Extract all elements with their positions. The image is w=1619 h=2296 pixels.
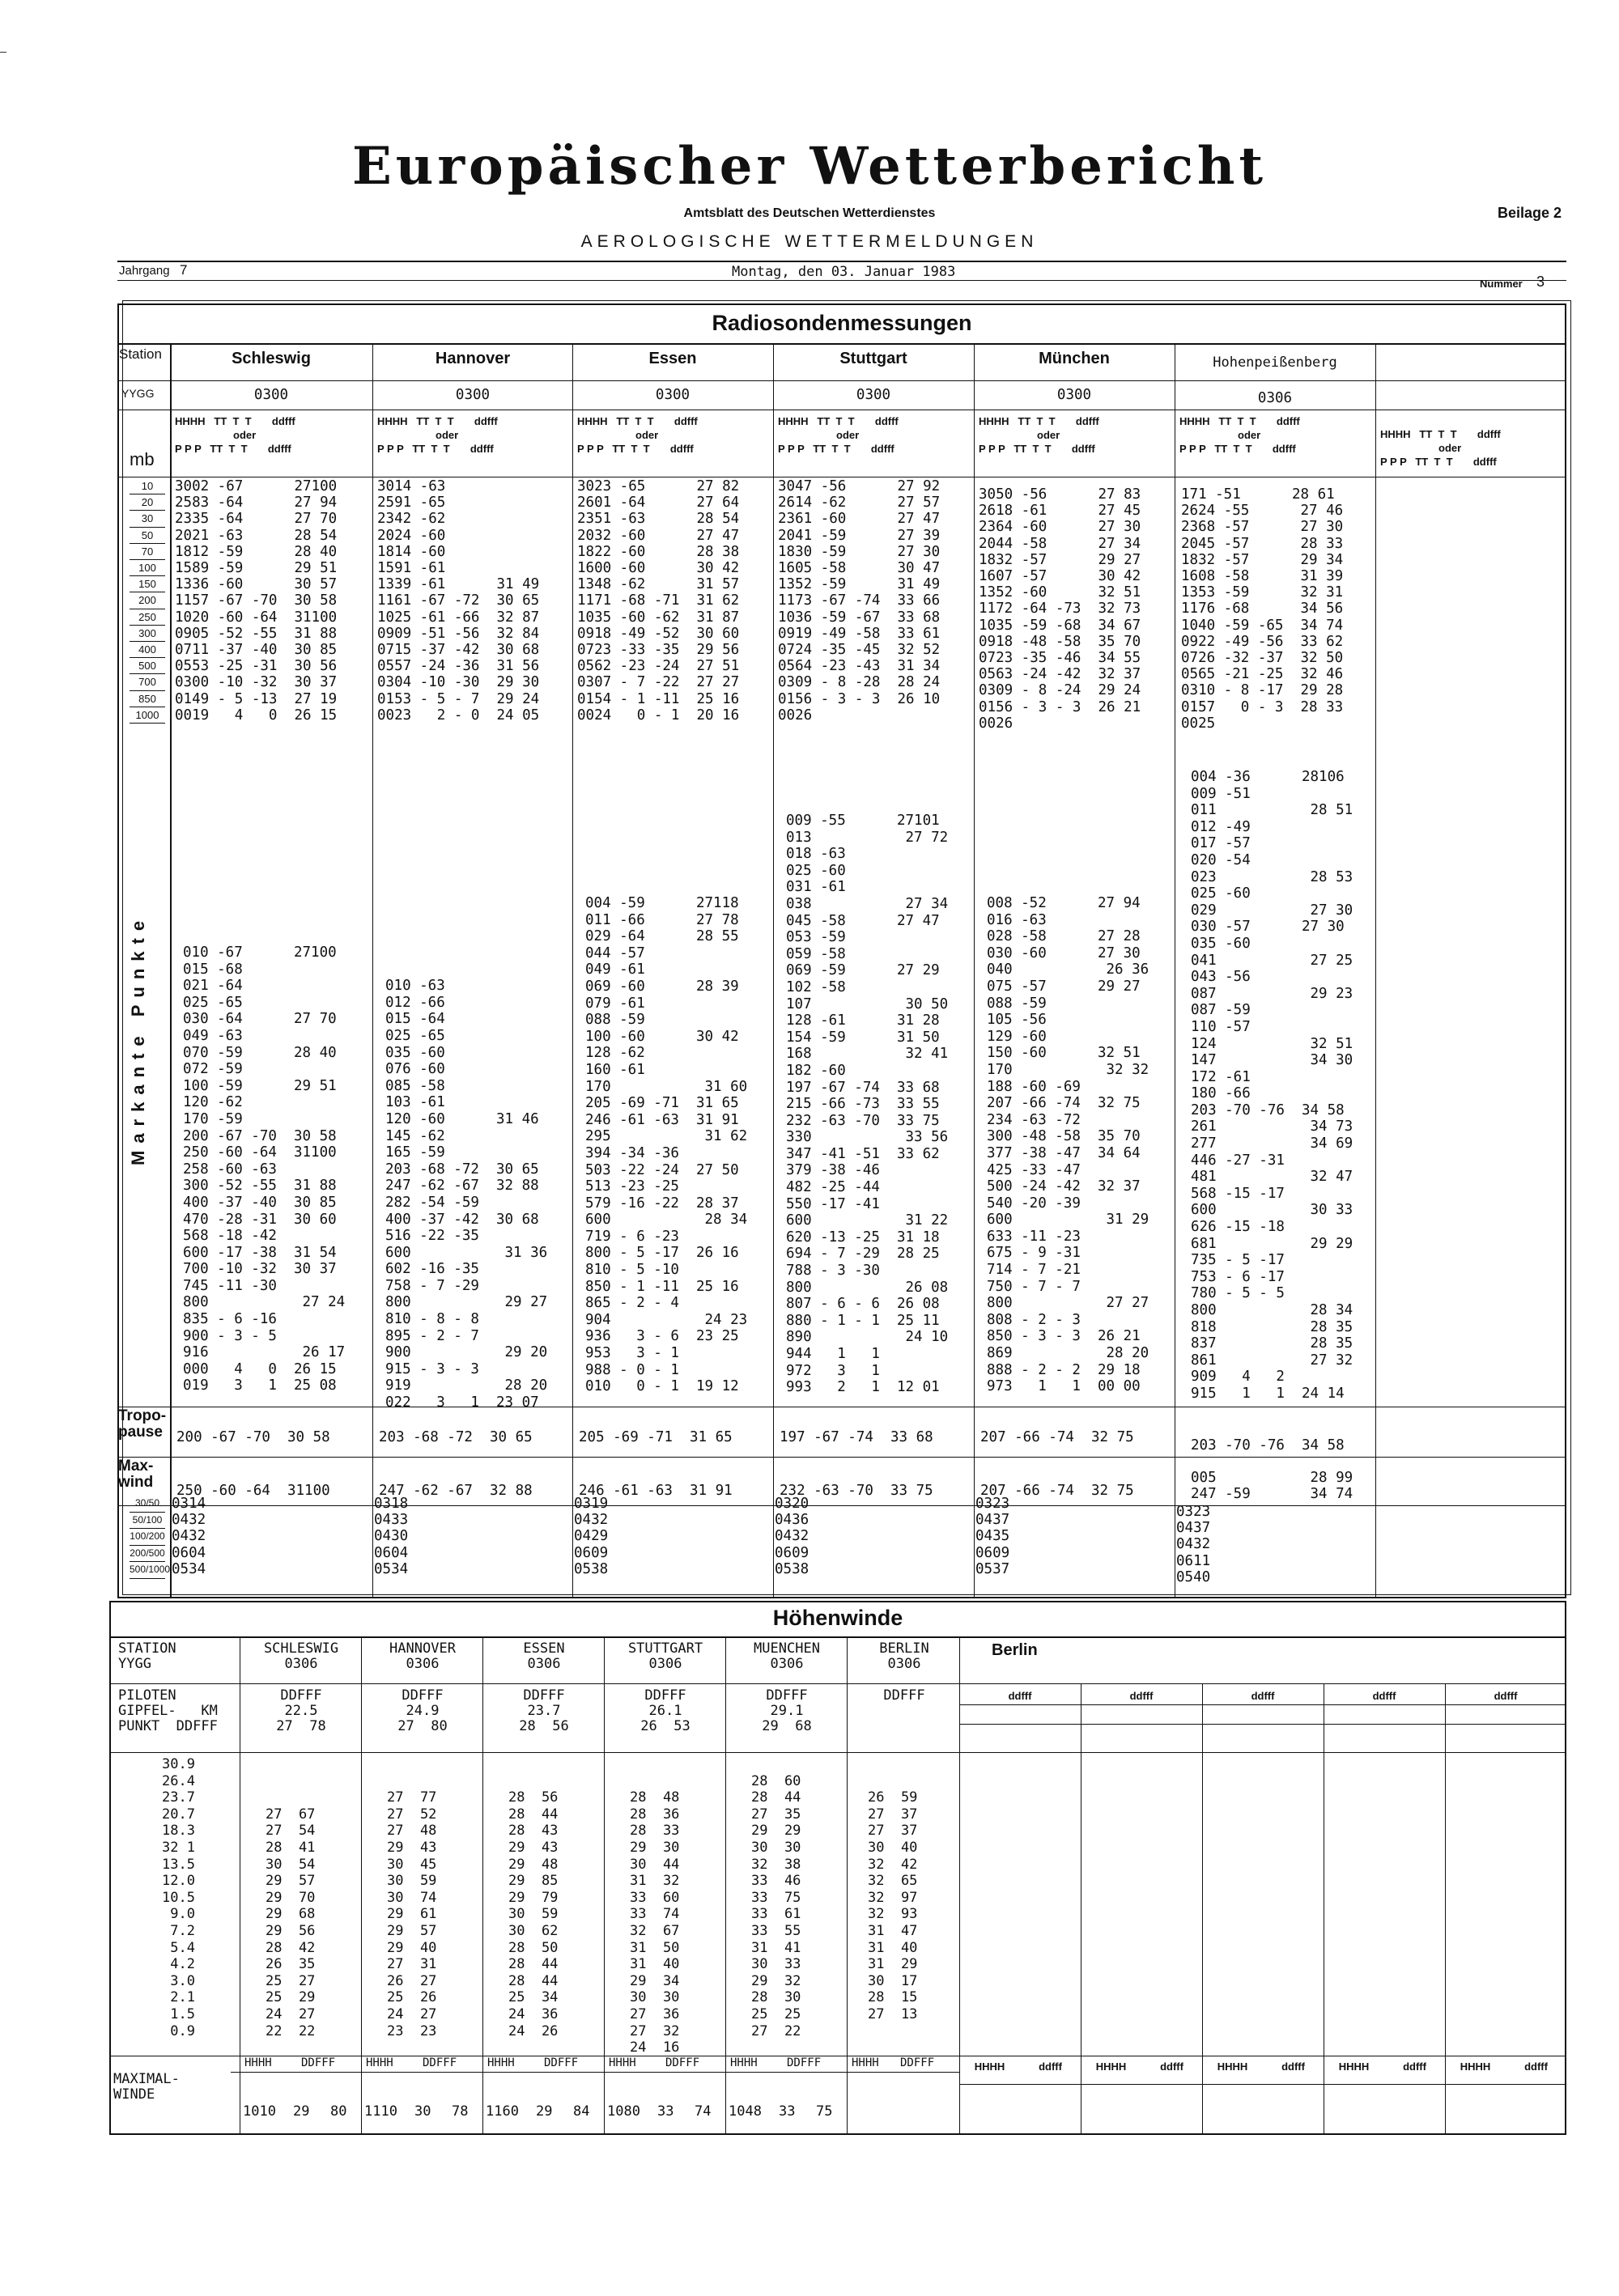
page-title: Europäischer Wetterbericht xyxy=(352,136,1267,197)
station-yygg: 0306 xyxy=(1257,390,1293,406)
vsep-2 xyxy=(572,343,573,1598)
hw-ddfff-lbl: ddfff xyxy=(1160,2060,1183,2073)
hw-hhhh: HHHH xyxy=(1095,2060,1127,2073)
hw-hhhh: HHHH xyxy=(244,2056,272,2069)
hw-winds: 28 56 28 44 28 43 29 43 29 48 29 85 29 79 30 59 30 62 28 50 28 44 28 44 25 34 24 36 24 26 xyxy=(508,1789,559,2039)
hw-ddfff-lbl: DDFFF xyxy=(301,2056,336,2069)
thick-level: 30/50 xyxy=(130,1496,165,1513)
hw-dd: 26 53 xyxy=(640,1718,691,1734)
hoehenwinde-frame xyxy=(109,1601,1566,2135)
col-header-oder: oder xyxy=(635,429,659,441)
col-header xyxy=(1179,414,1300,456)
hw-hhhh: HHHH xyxy=(1460,2060,1491,2073)
hw-winds: 28 60 28 44 27 35 29 29 30 30 32 38 33 46 33 75 33 61 33 55 31 41 30 33 29 32 28 30 25 25 27 22 xyxy=(751,1772,801,2039)
col-header-oder: oder xyxy=(233,429,257,441)
markante-punkte-label: Markante Punkte xyxy=(128,913,148,1165)
main-levels-data: 3050 -56 27 83 2618 -61 27 45 2364 -60 27 30 2044 -58 27 34 1832 -57 29 27 1607 -57 30 42 1352 -60 32 51 1172 -64 -73 32 73 1035 -59 -68 34 67 0918 -48 -58 35 70 0723 -35 -46 34 55 0563 -24 -42 32 37 0309 - 8 -24 29 24 0156 - 3 - 3 26 21 0026 xyxy=(979,486,1141,732)
hw-maxw-extra-headers xyxy=(959,2060,1566,2078)
hw-hhhh: HHHH xyxy=(730,2056,758,2069)
hw-station-yygg: 0306 xyxy=(284,1656,318,1672)
rule-r2 xyxy=(117,380,1566,381)
thickness-data: 0314 0432 0432 0604 0534 xyxy=(172,1496,206,1577)
hw-dd: 27 80 xyxy=(397,1718,448,1734)
station-name: Essen xyxy=(648,350,697,367)
hw-hhhh: HHHH xyxy=(609,2056,636,2069)
hw-ddfff-lbl: DDFFF xyxy=(787,2056,822,2069)
station-name: Stuttgart xyxy=(839,350,907,367)
main-levels-data: 3014 -63 2591 -65 2342 -62 2024 -60 1814 -60 1591 -61 1339 -61 31 49 1161 -67 -72 30 65 1025 -61 -66 32 87 0909 -51 -56 32 84 0715 -37 -42 30 68 0557 -24 -36 31 56 0304 -10 -30 29 30 0153 - 5 - 7 29 24 0023 2 - 0 24 05 xyxy=(377,478,540,724)
station-name: Hannover xyxy=(435,350,511,367)
mb-level: 850 xyxy=(130,691,165,707)
hw-ddfff-lbl: ddfff xyxy=(1281,2060,1305,2073)
hw-ddfff: DDFFF xyxy=(523,1687,565,1704)
hw-station-name: STUTTGART xyxy=(627,1640,703,1657)
hw-ddfff-lbl: DDFFF xyxy=(423,2056,457,2069)
hw-maxw-values xyxy=(240,2104,959,2128)
col-header-top: HHHH TT T T ddfff xyxy=(1179,415,1300,427)
hw-km: 26.1 xyxy=(648,1703,682,1719)
maxwind-data: 207 -66 -74 32 75 xyxy=(980,1483,1134,1499)
yygg-label: YYGG xyxy=(121,387,155,400)
vsep-label xyxy=(170,343,172,1598)
tropopause-label: Tropo-pause xyxy=(118,1407,167,1441)
tropopause-data: 203 -68 -72 30 65 xyxy=(379,1429,533,1445)
station-name: Hohenpeißenberg xyxy=(1213,354,1337,371)
hw-ddfff-lbl: DDFFF xyxy=(665,2056,700,2069)
mb-level: 400 xyxy=(130,642,165,658)
hw-ddfff: DDFFF xyxy=(402,1687,444,1704)
rule-hw5 xyxy=(959,1704,1566,1705)
col-header xyxy=(979,414,1099,456)
hw-winds: 28 48 28 36 28 33 29 30 30 44 31 32 33 60 33 74 32 67 31 50 31 40 29 34 30 30 27 36 27 32 24 16 xyxy=(630,1789,680,2056)
col-header xyxy=(577,414,698,456)
main-levels-data: 3023 -65 27 82 2601 -64 27 64 2351 -63 28 54 2032 -60 27 47 1822 -60 28 38 1600 -60 30 42 1348 -62 31 57 1171 -68 -71 31 62 1035 -60 -62 31 87 0918 -49 -52 30 60 0723 -33 -35 29 56 0562 -23 -24 27 51 0307 - 7 -22 27 27 0154 - 1 -11 25 16 0024 0 - 1 20 16 xyxy=(577,478,740,724)
hw-dd: 29 68 xyxy=(762,1718,812,1734)
col-header-top: HHHH TT T T ddfff xyxy=(175,415,295,427)
thickness-data: 0318 0433 0430 0604 0534 xyxy=(374,1496,409,1577)
hw-maxw-d: 29 xyxy=(536,2103,553,2120)
hw-maxw-h: 1010 xyxy=(243,2103,276,2120)
sig-points-data: 004 -36 28106 009 -51 011 28 51 012 -49 017 -57 020 -54 023 28 53 025 -60 029 27 30 030 -57 27 30 035 -60 041 27 25 043 -56 087 29 23 087 -59 110 -57 124 32 51 147 34 30 172 -61 180 -66 203 -70 -76 34 58 261 34 73 277 34 69 446 -27 -31 481 32 47 568 -15 -17 600 30 33 626 -15 -18 681 29 29 735 - 5 -17 753 - 6 -17 780 - 5 - 5 800 28 34 818 28 35 837 28 35 861 27 32 909 4 2 915 1 1 24 14 xyxy=(1191,769,1353,1402)
maxwind-data: 005 28 99 247 -59 34 74 xyxy=(1191,1470,1353,1503)
main-levels-data: 3002 -67 27100 2583 -64 27 94 2335 -64 27 70 2021 -63 28 54 1812 -59 28 40 1589 -59 29 51 1336 -60 30 57 1157 -67 -70 30 58 1020 -60 -64 31100 0905 -52 -55 31 88 0711 -37 -40 30 85 0553 -25 -31 30 56 0300 -10 -32 30 37 0149 - 5 -13 27 19 0019 4 0 26 15 xyxy=(175,478,338,724)
tropopause-data: 203 -70 -76 34 58 xyxy=(1191,1437,1345,1454)
mb-level: 20 xyxy=(130,494,165,511)
hw-maxw-f: 84 xyxy=(573,2103,590,2120)
sig-points-data: 008 -52 27 94 016 -63 028 -58 27 28 030 -60 27 30 040 26 36 075 -57 29 27 088 -59 105 -56 129 -60 150 -60 32 51 170 32 32 188 -60 -69 207 -66 -74 32 75 234 -63 -72 300 -48 -58 35 70 377 -38 -47 34 64 425 -33 -47 500 -24 -42 32 37 540 -20 -39 600 31 29 633 -11 -23 675 - 9 -31 714 - 7 -21 750 - 7 - 7 800 27 27 808 - 2 - 3 850 - 3 - 3 26 21 869 28 20 888 - 2 - 2 29 18 973 1 1 00 00 xyxy=(987,895,1149,1395)
nummer-label: Nummer xyxy=(1480,278,1523,290)
vsep-4 xyxy=(974,343,975,1598)
col-header-top: HHHH TT T T ddfff xyxy=(778,415,899,427)
rule-hw1 xyxy=(109,1636,1566,1638)
hw-hhhh: HHHH xyxy=(974,2060,1005,2073)
hw-maxw-d: 30 xyxy=(414,2103,431,2120)
mb-level: 30 xyxy=(130,511,165,527)
hw-ddfff-header: ddfff xyxy=(1372,1690,1396,1702)
section-title: AEROLOGISCHE WETTERMELDUNGEN xyxy=(580,232,1039,251)
hw-maxw-f: 75 xyxy=(816,2103,833,2120)
hw-winds: 27 67 27 54 28 41 30 54 29 57 29 70 29 68 29 56 28 42 26 35 25 27 25 29 24 27 22 22 xyxy=(266,1806,316,2039)
tropopause-data: 197 -67 -74 33 68 xyxy=(780,1429,933,1445)
hw-maxw-d: 33 xyxy=(657,2103,674,2120)
thickness-data: 0319 0432 0429 0609 0538 xyxy=(574,1496,609,1577)
mb-level: 70 xyxy=(130,544,165,560)
tropopause-data: 205 -69 -71 31 65 xyxy=(579,1429,733,1445)
scan-mark xyxy=(0,52,6,53)
hw-ddfff-header: ddfff xyxy=(1129,1690,1154,1702)
station-yygg: 0300 xyxy=(655,387,691,403)
col-header-bot: P P P TT T T ddfff xyxy=(1179,443,1296,455)
col-header xyxy=(175,414,295,456)
hw-heights: 30.9 26.4 23.7 20.7 18.3 32 1 13.5 12.0 10.5 9.0 7.2 5.4 4.2 3.0 2.1 1.5 0.9 xyxy=(162,1756,195,2039)
station-label: Station xyxy=(119,346,162,362)
hw-maxw-f: 74 xyxy=(695,2103,712,2120)
sig-points-data: 004 -59 27118 011 -66 27 78 029 -64 28 55 044 -57 049 -61 069 -60 28 39 079 -61 088 -59 100 -60 30 42 128 -62 160 -61 170 31 60 205 -69 -71 31 65 246 -61 -63 31 91 295 31 62 394 -34 -36 503 -22 -24 27 50 513 -23 -25 579 -16 -22 28 37 600 28 34 719 - 6 -23 800 - 5 -17 26 16 810 - 5 -10 850 - 1 -11 25 16 865 - 2 - 4 904 24 23 936 3 - 6 23 25 953 3 - 1 988 - 0 - 1 010 0 - 1 19 12 xyxy=(585,895,748,1395)
mb-level: 50 xyxy=(130,528,165,544)
hw-maxw-f: 78 xyxy=(452,2103,469,2120)
station-name: Schleswig xyxy=(232,350,311,367)
jahrgang-value: 7 xyxy=(180,262,188,278)
hw-dd: 28 56 xyxy=(519,1718,569,1734)
col-header-bot: P P P TT T T ddfff xyxy=(175,443,291,455)
col-header-oder: oder xyxy=(836,429,860,441)
col-header-bot: P P P TT T T ddfff xyxy=(979,443,1095,455)
hw-station-yygg: 0306 xyxy=(770,1656,804,1672)
mb-level: 200 xyxy=(130,592,165,609)
sig-points-data: 010 -63 012 -66 015 -64 025 -65 035 -60 076 -60 085 -58 103 -61 120 -60 31 46 145 -62 165 -59 203 -68 -72 30 65 247 -62 -67 32 88 282 -54 -59 400 -37 -42 30 68 516 -22 -35 600 31 36 602 -16 -35 758 - 7 -29 800 29 27 810 - 8 - 8 895 - 2 - 7 900 29 20 915 - 3 - 3 919 28 20 022 3 1 23 07 xyxy=(385,978,548,1411)
mb-level: 10 xyxy=(130,478,165,494)
col-header xyxy=(377,414,498,456)
hw-hhhh: HHHH xyxy=(852,2056,879,2069)
mb-level: 300 xyxy=(130,626,165,642)
jahrgang-label: Jahrgang xyxy=(119,264,170,278)
hw-ddfff-header: ddfff xyxy=(1008,1690,1032,1702)
col-header-top: HHHH TT T T ddfff xyxy=(577,415,698,427)
vsep-6 xyxy=(1375,343,1376,1598)
mb-levels xyxy=(130,478,165,724)
rule-r1 xyxy=(117,343,1566,345)
hw-ddfff-header: ddfff xyxy=(1494,1690,1518,1702)
col-header-top: HHHH TT T T ddfff xyxy=(1380,428,1501,440)
col-header-top: HHHH TT T T ddfff xyxy=(979,415,1099,427)
mb-label: mb xyxy=(130,449,155,469)
maxwind-label: Max-wind xyxy=(118,1458,154,1491)
thickness-data: 0323 0437 0435 0609 0537 xyxy=(975,1496,1010,1577)
hw-ddfff-lbl: DDFFF xyxy=(900,2056,935,2069)
beilage-label: Beilage 2 xyxy=(1498,205,1562,221)
hw-station-yygg: 0306 xyxy=(648,1656,682,1672)
col-header-oder: oder xyxy=(1438,442,1462,454)
mb-level: 100 xyxy=(130,560,165,576)
hw-km: 22.5 xyxy=(284,1703,318,1719)
sig-points-data: 009 -55 27101 013 27 72 018 -63 025 -60 031 -61 038 27 34 045 -58 27 47 053 -59 059 -58 069 -59 27 29 102 -58 107 30 50 128 -61 31 28 154 -59 31 50 168 32 41 182 -60 197 -67 -74 33 68 215 -66 -73 33 55 232 -63 -70 33 75 330 33 56 347 -41 -51 33 62 379 -38 -46 482 -25 -44 550 -17 -41 600 31 22 620 -13 -25 31 18 694 - 7 -29 28 25 788 - 3 -30 800 26 08 807 - 6 - 6 26 08 880 - 1 - 1 25 11 890 24 10 944 1 1 972 3 1 993 2 1 12 01 xyxy=(786,813,949,1396)
hw-winds: 27 77 27 52 27 48 29 43 30 45 30 59 30 74 29 61 29 57 29 40 27 31 26 27 25 26 24 27 23 23 xyxy=(387,1789,437,2039)
station-yygg: 0300 xyxy=(253,387,289,403)
rule-hw3 xyxy=(109,1752,1566,1753)
col-header-oder: oder xyxy=(1037,429,1060,441)
vsep-3 xyxy=(773,343,774,1598)
tropopause-data: 207 -66 -74 32 75 xyxy=(980,1429,1134,1445)
hw-dd: 27 78 xyxy=(276,1718,326,1734)
station-yygg: 0300 xyxy=(455,387,491,403)
hw-ddfff-lbl: ddfff xyxy=(1524,2060,1548,2073)
hw-winds: 26 59 27 37 27 37 30 40 32 42 32 65 32 97 32 93 31 47 31 40 31 29 30 17 28 15 27 13 xyxy=(868,1789,918,2022)
hw-ddfff-header: ddfff xyxy=(1251,1690,1275,1702)
issue-date: Montag, den 03. Januar 1983 xyxy=(732,264,956,280)
hw-km: 24.9 xyxy=(406,1703,440,1719)
hw-station-yygg: 0306 xyxy=(887,1656,921,1672)
thickness-data: 0323 0437 0432 0611 0540 xyxy=(1176,1504,1211,1585)
mb-level: 250 xyxy=(130,609,165,626)
hw-ddfff: DDFFF xyxy=(766,1687,808,1704)
rule-thick xyxy=(117,1505,1566,1506)
hw-station-name: SCHLESWIG xyxy=(263,1640,339,1657)
col-header xyxy=(1380,427,1501,469)
maxwind-data: 232 -63 -70 33 75 xyxy=(780,1483,933,1499)
hw-maxw-f: 80 xyxy=(330,2103,347,2120)
maxwind-data: 250 -60 -64 31100 xyxy=(176,1483,330,1499)
station-yygg: 0300 xyxy=(856,387,891,403)
station-yygg: 0300 xyxy=(1056,387,1092,403)
hw-station-yygg: 0306 xyxy=(406,1656,440,1672)
thick-level: 50/100 xyxy=(130,1513,165,1530)
hw-maxw-h: 1048 xyxy=(729,2103,762,2120)
hw-station-yygg: 0306 xyxy=(527,1656,561,1672)
hw-station-name: HANNOVER xyxy=(389,1640,456,1657)
col-header-oder: oder xyxy=(1238,429,1261,441)
hw-ddfff-lbl: ddfff xyxy=(1039,2060,1062,2073)
mb-level: 700 xyxy=(130,674,165,690)
vsep-1 xyxy=(372,343,373,1598)
hw-hhhh: HHHH xyxy=(1217,2060,1248,2073)
col-header-bot: P P P TT T T ddfff xyxy=(778,443,894,455)
col-header-top: HHHH TT T T ddfff xyxy=(377,415,498,427)
col-header-oder: oder xyxy=(436,429,459,441)
hw-ddfff-lbl: ddfff xyxy=(1403,2060,1426,2073)
rule-top xyxy=(117,261,1566,262)
hw-ddfff-lbl: DDFFF xyxy=(544,2056,579,2069)
hw-hhhh: HHHH xyxy=(487,2056,515,2069)
main-levels-data: 3047 -56 27 92 2614 -62 27 57 2361 -60 27 47 2041 -59 27 39 1830 -59 27 30 1605 -58 30 47 1352 -59 31 49 1173 -67 -74 33 66 1036 -59 -67 33 68 0919 -49 -58 33 61 0724 -35 -45 32 52 0564 -23 -43 31 34 0309 - 8 -28 28 24 0156 - 3 - 3 26 10 0026 xyxy=(778,478,941,724)
hw-station-name: MUENCHEN xyxy=(754,1640,820,1657)
hw-berlin-label: Berlin xyxy=(992,1641,1038,1659)
thick-level: 200/500 xyxy=(130,1546,165,1563)
mb-level: 150 xyxy=(130,576,165,592)
rule-hw6 xyxy=(959,1724,1566,1725)
hw-maxw-d: 29 xyxy=(293,2103,310,2120)
rule-hw7 xyxy=(959,2084,1566,2085)
hw-km: 23.7 xyxy=(527,1703,561,1719)
station-name: München xyxy=(1039,350,1110,367)
hw-station-label: STATION YYGG xyxy=(118,1640,176,1672)
thick-level: 500/1000 xyxy=(130,1562,165,1579)
col-header-bot: P P P TT T T ddfff xyxy=(1380,456,1497,468)
maxwind-data: 247 -62 -67 32 88 xyxy=(379,1483,533,1499)
rule-hw2 xyxy=(109,1683,1566,1684)
hw-station-name: ESSEN xyxy=(523,1640,565,1657)
thickness-levels xyxy=(130,1496,171,1579)
sig-points-data: 010 -67 27100 015 -68 021 -64 025 -65 030 -64 27 70 049 -63 070 -59 28 40 072 -59 100 -59 29 51 120 -62 170 -59 200 -67 -70 30 58 250 -60 -64 31100 258 -60 -63 300 -52 -55 31 88 400 -37 -40 30 85 470 -28 -31 30 60 568 -18 -42 600 -17 -38 31 54 700 -10 -32 30 37 745 -11 -30 800 27 24 835 - 6 -16 900 - 3 - 5 916 26 17 000 4 0 26 15 019 3 1 25 08 xyxy=(183,944,346,1394)
hw-km: 29.1 xyxy=(770,1703,804,1719)
hw-maxw-headers xyxy=(240,2056,959,2073)
main-levels-data: 171 -51 28 61 2624 -55 27 46 2368 -57 27 30 2045 -57 28 33 1832 -57 29 34 1608 -58 31 39 1353 -59 32 31 1176 -68 34 56 1040 -59 -65 34 74 0922 -49 -56 33 62 0726 -32 -37 32 50 0565 -21 -25 32 46 0310 - 8 -17 29 28 0157 0 - 3 28 33 0025 xyxy=(1181,486,1344,732)
page-subtitle: Amtsblatt des Deutschen Wetterdienstes xyxy=(683,206,936,220)
thickness-data: 0320 0436 0432 0609 0538 xyxy=(775,1496,810,1577)
hw-hhhh: HHHH xyxy=(366,2056,393,2069)
rule-maxw xyxy=(117,1457,1566,1458)
hw-station-name: BERLIN xyxy=(879,1640,929,1657)
col-header-bot: P P P TT T T ddfff xyxy=(377,443,494,455)
hw-ddfff: DDFFF xyxy=(280,1687,322,1704)
hw-maxw-h: 1160 xyxy=(486,2103,519,2120)
hoehenwinde-title: Höhenwinde xyxy=(772,1606,903,1630)
col-header xyxy=(778,414,899,456)
hw-ddfff: DDFFF xyxy=(883,1687,925,1704)
hw-maxw-h: 1080 xyxy=(607,2103,640,2120)
hw-ddfff: DDFFF xyxy=(644,1687,686,1704)
mb-level: 500 xyxy=(130,658,165,674)
nummer-value: 3 xyxy=(1536,274,1545,290)
hw-maxw-d: 33 xyxy=(779,2103,796,2120)
hw-pilot-label: PILOTEN GIPFEL- KM PUNKT DDFFF xyxy=(118,1687,218,1734)
hw-maxwind-label: MAXIMAL- WINDE xyxy=(113,2071,180,2103)
hw-hhhh: HHHH xyxy=(1338,2060,1370,2073)
mb-level: 1000 xyxy=(130,707,165,724)
radiosonde-title: Radiosondenmessungen xyxy=(712,311,972,335)
hw-maxw-h: 1110 xyxy=(364,2103,397,2120)
thick-level: 100/200 xyxy=(130,1529,165,1546)
col-header-bot: P P P TT T T ddfff xyxy=(577,443,694,455)
tropopause-data: 200 -67 -70 30 58 xyxy=(176,1429,330,1445)
maxwind-data: 246 -61 -63 31 91 xyxy=(579,1483,733,1499)
